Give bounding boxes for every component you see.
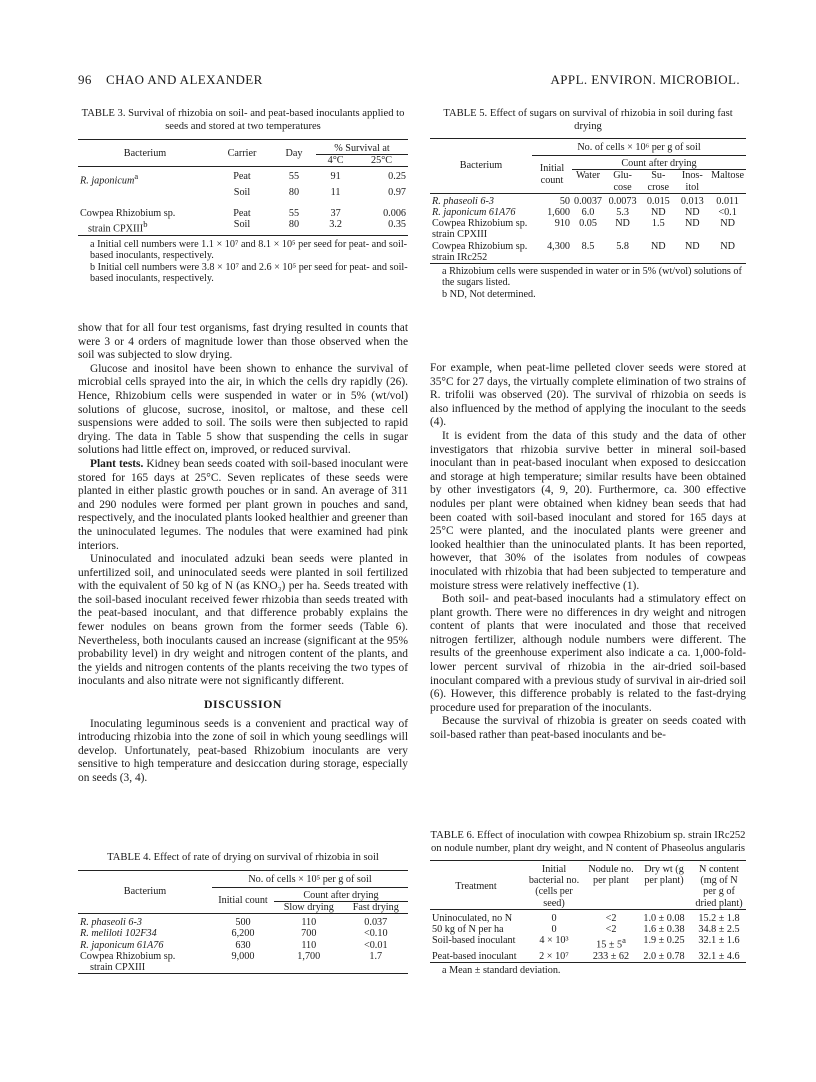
section-runin-heading: Plant tests. — [90, 457, 144, 470]
table6-cell-nodule: 233 ± 62 — [592, 950, 630, 962]
table6-header-dry: Dry wt (g per plant) — [644, 864, 684, 887]
table6-grid — [430, 860, 746, 965]
table3-header-carrier: Carrier — [227, 147, 257, 159]
table-row — [430, 924, 746, 935]
table5-cell-maltose: ND — [720, 240, 735, 252]
table6-cell-dry: 1.6 ± 0.38 — [643, 924, 685, 936]
table3-footnote-mark: b — [143, 219, 148, 230]
table3-cell-25c: 0.35 — [388, 219, 406, 231]
table5-cell-glucose: 5.3 — [616, 207, 629, 219]
table3 — [78, 108, 408, 285]
table3-footnote-a: a Initial cell numbers were 1.1 × 10⁷ and 8.1 × 10⁵ per seed for peat- and soil-based inoculants, respectively. — [90, 239, 408, 262]
table4-cell-slow: 700 — [301, 928, 317, 940]
table3-cell-carrier: Soil — [233, 187, 251, 198]
table6 — [430, 830, 746, 976]
running-authors: CHAO AND ALEXANDER — [106, 72, 263, 87]
paragraph: It is evident from the data of this study and the data of other investigators that rhizobia survive better in mineral soil-based inoculant than in peat-based inoculant when exposed to desiccation and storage at high temperature; similar results have been obtained by other investigators (4, 9, 20). Furthermore, ca. 300 effective nodules per plant were obtained when kidney bean seeds that had been coated with soil-based inoculant and stored for 165 days at 25°C were planted, and the inoculated plants were greener and looked healthier than the uninoculated plants. It has been reported, however, that 30% of the isolates from nodules of cowpeas inoculated with rhizobia that had been subjected to temperature and moisture stress were relatively ineffective (1). — [430, 429, 746, 592]
table-row — [430, 951, 746, 963]
running-journal: APPL. ENVIRON. MICROBIOL. — [550, 72, 740, 87]
table4-header-initial: Initial count — [218, 894, 268, 906]
table6-header-nodule: Nodule no. per plant — [588, 864, 634, 887]
table6-header-initial: Initial bacterial no. (cells per seed) — [528, 864, 580, 909]
table5-cell-water: 8.5 — [581, 240, 595, 252]
table3-cell-4c: 11 — [330, 187, 341, 198]
table5-cell-maltose: ND — [720, 218, 735, 230]
paragraph: Glucose and inositol have been shown to enhance the survival of microbial cells sprayed into the air, in which the cells dry rapidly (26). Hence, Rhizobium cells were suspended in water or in 5% (wt/vol) solutions of glucose, sucrose, inositol, or maltose, and these cell suspensions were added to soil. The soils were then subjected to rapid drying. The data in Table 5 show that suspending the cells in sugar solutions had little effect on, improved, or reduced survival. — [78, 362, 408, 457]
table3-cell-day: 55 — [288, 208, 300, 220]
discussion-heading: DISCUSSION — [203, 697, 283, 712]
table5-cell-bacterium: R. japonicum 61A76 — [432, 207, 516, 219]
table5-cell-water: 6.0 — [581, 207, 595, 219]
table5-cell-maltose: 0.011 — [716, 195, 739, 207]
table6-footnote-a: a Mean ± standard deviation. — [442, 965, 561, 977]
table3-footnotes — [78, 239, 408, 285]
table4 — [78, 852, 408, 976]
table4-cell-initial: 9,000 — [231, 950, 255, 962]
table3-cell-day: 55 — [288, 171, 300, 183]
page-number: 96 — [78, 72, 92, 87]
right-column-text — [430, 362, 746, 743]
table4-cell-initial: 6,200 — [231, 928, 255, 940]
table5-cell-inositol: ND — [684, 218, 700, 230]
table5-footnote-a: a Rhizobium cells were suspended in water or in 5% (wt/vol) solutions of the sugars listed. — [442, 266, 742, 289]
table3-grid — [78, 139, 408, 239]
table4-cell-bacterium: R. meliloti 102F34 — [80, 928, 157, 940]
table4-header-bacterium: Bacterium — [123, 886, 167, 898]
table4-cell-slow: 110 — [301, 939, 317, 951]
table4-cell-fast: 1.7 — [369, 950, 383, 962]
table3-cell-4c: 3.2 — [329, 219, 342, 231]
table3-cell-carrier: Soil — [233, 219, 251, 231]
table5-cell-sucrose: 0.015 — [646, 195, 670, 207]
table5-cell-glucose: 0.0073 — [608, 195, 637, 207]
paragraph: Kidney bean seeds coated with soil-based inoculant were stored for 165 days at 25°C. Seven replicates of these seeds were planted in either plastic growth pouches or in sand. An average of 311 and 290 nodules were formed per plant grown in pouches and sand, respectively, and the inoculated plants looked healthier and greener than the uninoculated legumes. The nodules that were examined had pink interiors. — [78, 457, 408, 552]
table5-cell-bacterium: R. phaseoli 6-3 — [432, 195, 494, 207]
table6-cell-initial: 0 — [551, 924, 557, 936]
table6-cell-n: 15.2 ± 1.8 — [698, 912, 740, 924]
table5-header-sucrose: Su-crose — [647, 170, 670, 193]
table5-cell-bacterium: Cowpea Rhizobium sp. strain CPXIII — [432, 218, 528, 241]
table5-cell-water: 0.0037 — [574, 195, 603, 207]
table5-cell-inositol: ND — [684, 240, 700, 252]
table5-cell-initial: 50 — [559, 195, 570, 207]
table4-header-slow: Slow drying — [283, 901, 334, 913]
table6-cell-initial: 4 × 10³ — [539, 935, 569, 947]
table3-cell-day: 80 — [288, 187, 300, 198]
paragraph: Because the survival of rhizobia is greater on seeds coated with soil-based rather than peat-based inoculants and be- — [430, 715, 746, 742]
paragraph: show that for all four test organisms, fast drying resulted in counts that were 3 or 4 orders of magnitude lower than those observed when the soil was subjected to slow drying. — [78, 322, 408, 362]
table5-header-initial: Initial count — [539, 163, 565, 186]
table4-grid — [78, 870, 408, 977]
table6-cell-n: 34.8 ± 2.5 — [698, 924, 740, 936]
table-row — [430, 196, 746, 207]
table5-header-cells: No. of cells × 10⁶ per g of soil — [532, 139, 746, 156]
table3-cell-25c: 0.006 — [383, 208, 406, 220]
table5-header-water: Water — [575, 170, 601, 182]
table5-header-glucose: Glu-cose — [613, 170, 632, 193]
table5-header-maltose: Maltose — [711, 170, 744, 182]
table4-header-fast: Fast drying — [352, 901, 399, 913]
table-row — [78, 187, 408, 198]
table3-cell-day: 80 — [288, 219, 300, 231]
table5-cell-glucose: 5.8 — [616, 240, 629, 252]
table3-cell-bacterium: R. japonicum — [80, 175, 135, 187]
table-row — [430, 241, 746, 264]
table5-header-inositol: Inos-itol — [681, 170, 703, 193]
table-row — [78, 208, 408, 219]
table5-cell-water: 0.05 — [579, 218, 597, 230]
table4-header-after: Count after drying — [274, 887, 408, 901]
table3-cell-4c: 91 — [330, 171, 341, 183]
table4-cell-slow: 1,700 — [297, 950, 321, 962]
table6-title: TABLE 6. Effect of inoculation with cowpea Rhizobium sp. strain IRc252 on nodule number, plant dry weight, and N content of Phaseolus angularis — [430, 830, 746, 854]
table-row — [78, 928, 408, 939]
paragraph: Inoculating leguminous seeds is a convenient and practical way of introducing rhizobia into the zone of soil in which young seedlings will develop. Unfortunately, peat-based Rhizobium inoculants are very sensitive to high temperature and desiccation during storage, especially on seeds (3, 4). — [78, 717, 408, 784]
table5-cell-inositol: 0.013 — [680, 195, 704, 207]
table6-cell-dry: 1.9 ± 0.25 — [643, 935, 685, 947]
table6-cell-initial: 2 × 10⁷ — [539, 950, 569, 962]
table4-cell-initial: 630 — [235, 939, 251, 951]
table5-cell-inositol: ND — [684, 207, 700, 219]
table3-footnote-mark: a — [134, 171, 139, 182]
table6-cell-n: 32.1 ± 4.6 — [698, 950, 740, 962]
table6-cell-dry: 1.0 ± 0.08 — [643, 912, 685, 924]
table3-cell-4c: 37 — [330, 208, 341, 220]
table3-cell-bacterium: strain CPXIII — [88, 223, 144, 235]
table5-cell-sucrose: ND — [650, 240, 666, 252]
table6-cell-nodule: <2 — [605, 924, 617, 936]
table6-cell-nodule: <2 — [605, 912, 617, 924]
table5 — [430, 108, 746, 300]
table-row — [78, 962, 408, 974]
table3-cell-25c: 0.25 — [388, 171, 406, 183]
table-row — [78, 917, 408, 928]
table3-title: TABLE 3. Survival of rhizobia on soil- and peat-based inoculants applied to seeds and stored at two temperatures — [81, 108, 405, 132]
table6-header-n: N content (mg of N per g of dried plant) — [695, 864, 743, 909]
table-row — [78, 219, 408, 235]
table3-header-25c: 25°C — [371, 155, 393, 167]
paragraph: Uninoculated and inoculated adzuki bean seeds were planted in unfertilized soil, and uninoculated seeds were planted in soil fertilized with the equivalent of 50 kg of N (as KNO₃) per ha. Seeds treated with the soil-based inoculant received fewer rhizobia than seeds treated with the peat-based inoculant, and that difference probably explains the fewer nodules on beans grown from the former seeds (Table 6). Nevertheless, both inoculants caused an increase (significant at the 95% probability level) in dry weight and nitrogen content of the plants, and the yields and nitrogen contents of the plants receiving the two types of inoculants and also nitrate were not significantly different. — [78, 553, 408, 688]
table-row — [430, 207, 746, 218]
table4-cell-bacterium: R. japonicum 61A76 — [80, 939, 164, 951]
table5-footnote-b: b ND, Not determined. — [442, 288, 536, 300]
table4-cell-fast: <0.01 — [363, 939, 388, 951]
left-column-text — [78, 322, 408, 786]
table6-cell-treatment: Peat-based inoculant — [432, 950, 517, 962]
table3-header-day: Day — [285, 147, 303, 159]
table5-grid — [430, 138, 746, 266]
table-row — [78, 951, 408, 962]
table6-cell-dry: 2.0 ± 0.78 — [643, 950, 685, 962]
table6-cell-treatment: Soil-based inoculant — [432, 935, 516, 947]
table5-cell-maltose: <0.1 — [718, 207, 737, 219]
table5-header-after: Count after drying — [572, 156, 746, 170]
table6-cell-treatment: 50 kg of N per ha — [432, 924, 504, 936]
table5-cell-initial: 1,600 — [547, 207, 570, 219]
table3-header-bacterium: Bacterium — [123, 147, 167, 159]
paragraph: Both soil- and peat-based inoculants had a stimulatory effect on plant growth. There were no differences in dry weight and nitrogen content of plants that were inoculated and those that received nitrogen fertilizer, although nodule numbers were different. The results of the greenhouse experiment also indicate a ca. 1,000-fold-lower percent survival of rhizobia in the air-dried soil-based inoculant compared with a previous study of survival in air-dried soil (6). However, this difference probably is related to the fast-drying procedure used for preparation of the inoculants. — [430, 593, 746, 714]
table-row — [430, 913, 746, 924]
table4-header-cells: No. of cells × 10⁵ per g of soil — [212, 870, 408, 887]
running-header — [78, 72, 740, 92]
table-row — [78, 940, 408, 951]
table5-cell-initial: 910 — [554, 218, 570, 230]
table3-footnote-b: b Initial cell numbers were 3.8 × 10⁷ and 2.6 × 10⁵ per seed for peat- and soil-based inoculants, respectively. — [90, 261, 408, 285]
table3-cell-bacterium: Cowpea Rhizobium sp. — [80, 208, 176, 220]
table-row: Soil-based inoculant 4 × 10³ $15 \pm 5^a$ 1.9 ± 0.25 32.1 ± 1.6 — [430, 935, 746, 951]
table5-footnotes — [430, 266, 746, 300]
table3-cell-carrier: Peat — [233, 208, 251, 220]
table3-cell-carrier: Peat — [233, 171, 251, 183]
table4-cell-fast: <0.10 — [363, 928, 388, 940]
table4-cell-fast: 0.037 — [364, 917, 388, 929]
table5-cell-sucrose: ND — [650, 207, 666, 219]
table5-title: TABLE 5. Effect of sugars on survival of rhizobia in soil during fast drying — [443, 108, 733, 132]
table4-cell-bacterium: R. phaseoli 6-3 — [80, 917, 142, 929]
table4-cell-bacterium: strain CPXIII — [90, 961, 146, 973]
table4-cell-initial: 500 — [235, 917, 251, 929]
table4-cell-bacterium: Cowpea Rhizobium sp. — [80, 950, 176, 962]
table3-header-4c: 4°C — [327, 155, 344, 167]
table4-cell-slow: 110 — [301, 917, 317, 929]
table3-header-survival: % Survival at — [316, 140, 408, 155]
table-row — [430, 218, 746, 240]
table5-cell-glucose: ND — [615, 218, 630, 230]
table6-header-treatment: Treatment — [455, 880, 497, 892]
table4-title: TABLE 4. Effect of rate of drying on survival of rhizobia in soil — [107, 852, 379, 863]
table6-footnotes — [430, 965, 746, 976]
table5-cell-bacterium: Cowpea Rhizobium sp. strain IRc252 — [432, 240, 528, 263]
table-row — [78, 171, 408, 187]
table5-cell-sucrose: 1.5 — [651, 218, 665, 230]
table6-cell-n: 32.1 ± 1.6 — [698, 935, 740, 947]
table6-cell-treatment: Uninoculated, no N — [432, 912, 513, 924]
table5-cell-initial: 4,300 — [547, 240, 570, 252]
table6-cell-initial: 0 — [551, 912, 557, 924]
table3-cell-25c: 0.97 — [388, 187, 406, 198]
paragraph: For example, when peat-lime pelleted clover seeds were stored at 35°C for 27 days, the virtually complete elimination of two strains of R. trifolii was observed (20). The survival of rhizobia on seeds is also influenced by the method of applying the inoculant to the seeds (4). — [430, 362, 746, 429]
table5-header-bacterium: Bacterium — [459, 160, 503, 172]
table6-cell-nodule: 15 ± 5 — [596, 939, 623, 951]
